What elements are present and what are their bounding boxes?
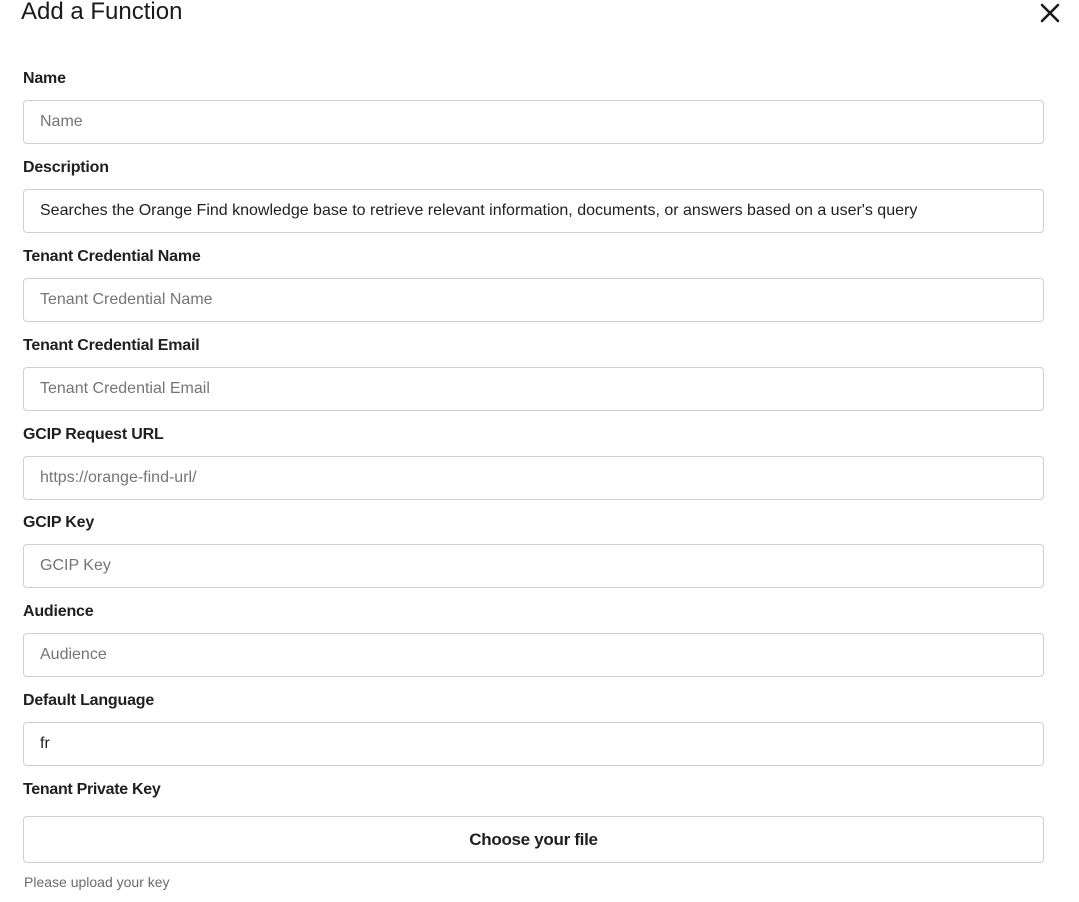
tenant-credential-email-input[interactable] (23, 367, 1044, 411)
tenant-credential-email-label: Tenant Credential Email (23, 337, 200, 354)
gcip-key-field (23, 513, 1044, 588)
default-language-input[interactable] (23, 722, 1044, 766)
default-language-field (23, 691, 1044, 766)
gcip-request-url-field (23, 425, 1044, 500)
audience-field (23, 602, 1044, 677)
name-field (23, 69, 1044, 144)
tenant-credential-name-label: Tenant Credential Name (23, 248, 201, 265)
tenant-credential-name-field (23, 247, 1044, 322)
upload-helper-text: Please upload your key (24, 874, 170, 890)
tenant-credential-name-input[interactable] (23, 278, 1044, 322)
audience-input[interactable] (23, 633, 1044, 677)
audience-label: Audience (23, 603, 94, 620)
tenant-private-key-label: Tenant Private Key (23, 781, 161, 798)
gcip-request-url-input[interactable] (23, 456, 1044, 500)
name-input[interactable] (23, 100, 1044, 144)
description-field (23, 158, 1044, 233)
description-input[interactable] (23, 189, 1044, 233)
close-icon (1040, 3, 1060, 23)
tenant-credential-email-field (23, 336, 1044, 411)
gcip-key-label: GCIP Key (23, 514, 95, 531)
close-button[interactable] (1036, 0, 1064, 26)
description-label: Description (23, 159, 109, 176)
gcip-request-url-label: GCIP Request URL (23, 426, 164, 443)
choose-file-button[interactable]: Choose your file (23, 816, 1044, 863)
name-label: Name (23, 70, 66, 87)
default-language-label: Default Language (23, 692, 155, 709)
dialog-title: Add a Function (21, 0, 183, 25)
gcip-key-input[interactable] (23, 544, 1044, 588)
